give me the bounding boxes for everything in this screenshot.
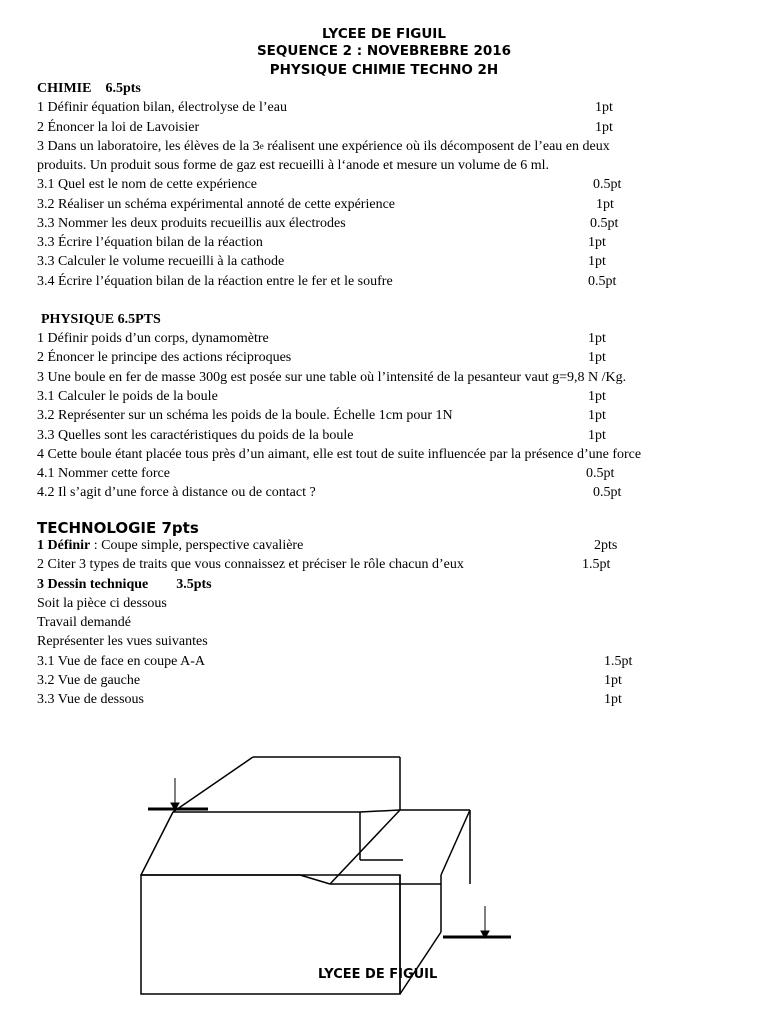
techno-line-representer: Représenter les vues suivantes: [37, 634, 208, 649]
physique-q4-2-points: 0.5pt: [593, 485, 622, 500]
physique-q1-points: 1pt: [588, 331, 606, 346]
chimie-q3-1: 3.1 Quel est le nom de cette expérience: [37, 177, 258, 192]
techno-view-2-points: 1pt: [604, 673, 622, 688]
school-name: LYCEE DE FIGUIL: [322, 26, 446, 42]
chimie-q3-line1: 3 Dans un laboratoire, les élèves de la 3e réalisent une expérience où ils décomposent de l’eau en deux: [37, 139, 610, 154]
physique-q3-1: 3.1 Calculer le poids de la boule: [37, 389, 218, 404]
techno-view-3: 3.3 Vue de dessous: [37, 692, 145, 707]
techno-line-piece: Soit la pièce ci dessous: [37, 596, 167, 611]
chimie-q3-2-points: 1pt: [596, 197, 614, 212]
base-right-bottom-diagonal: [400, 932, 441, 994]
chimie-q3-3b: 3.3 Écrire l’équation bilan de la réaction: [37, 235, 263, 250]
chimie-q3-3a-points: 0.5pt: [590, 216, 619, 231]
chimie-q3-4: 3.4 Écrire l’équation bilan de la réaction entre le fer et le soufre: [37, 274, 393, 289]
chimie-heading: CHIMIE 6.5pts: [37, 81, 141, 96]
chimie-q3-4-points: 0.5pt: [588, 274, 617, 289]
techno-view-2: 3.2 Vue de gauche: [37, 673, 141, 688]
chimie-q1: 1 Définir équation bilan, électrolyse de l’eau: [37, 100, 287, 115]
techno-q3-heading: 3 Dessin technique 3.5pts: [37, 577, 212, 592]
physique-heading: PHYSIQUE 6.5PTS: [41, 312, 161, 327]
base-top-left-edge: [141, 812, 173, 875]
upper-top-left-edge: [173, 757, 253, 812]
sequence-line: SEQUENCE 2 : NOVEBREBRE 2016: [256, 43, 512, 59]
section-arrows: [148, 778, 511, 938]
physique-q2-points: 1pt: [588, 350, 606, 365]
techno-q2: 2 Citer 3 types de traits que vous connaissez et préciser le rôle chacun d’eux: [37, 557, 464, 572]
step-right-diagonal: [441, 810, 470, 875]
physique-q3-3-points: 1pt: [588, 428, 606, 443]
physique-q1: 1 Définir poids d’un corps, dynamomètre: [37, 331, 269, 346]
techno-q1: 1 Définir : Coupe simple, perspective cavalière: [37, 538, 304, 553]
chimie-q2: 2 Énoncer la loi de Lavoisier: [37, 120, 200, 135]
technologie-heading: TECHNOLOGIE 7pts: [37, 519, 199, 537]
techno-view-3-points: 1pt: [604, 692, 622, 707]
chimie-q3-3a: 3.3 Nommer les deux produits recueillis aux électrodes: [37, 216, 346, 231]
footer-school-name: LYCEE DE FIGUIL: [318, 967, 438, 982]
techno-view-1-points: 1.5pt: [604, 654, 633, 669]
chimie-q3-1-points: 0.5pt: [593, 177, 622, 192]
physique-q4: 4 Cette boule étant placée tous près d’un aimant, elle est tout de suite influencée par la présence d’une force: [37, 447, 642, 462]
step-top-diagonal: [330, 810, 400, 884]
chimie-q3-line2: produits. Un produit sous forme de gaz est recueilli à l‘anode et mesure un volume de 6 ml.: [37, 158, 550, 173]
techno-line-travail: Travail demandé: [37, 615, 131, 630]
chimie-q3-2: 3.2 Réaliser un schéma expérimental annoté de cette expérience: [37, 197, 395, 212]
physique-q3-3: 3.3 Quelles sont les caractéristiques du poids de la boule: [37, 428, 354, 443]
chimie-q3-3c-points: 1pt: [588, 254, 606, 269]
physique-q4-1-points: 0.5pt: [586, 466, 615, 481]
physique-q3-2: 3.2 Représenter sur un schéma les poids de la boule. Échelle 1cm pour 1N: [37, 408, 453, 423]
physique-q4-1: 4.1 Nommer cette force: [37, 466, 170, 481]
physique-q3-2-points: 1pt: [588, 408, 606, 423]
subject-line: PHYSIQUE CHIMIE TECHNO 2H: [269, 62, 499, 78]
chimie-q2-points: 1pt: [595, 120, 613, 135]
chimie-q3-3b-points: 1pt: [588, 235, 606, 250]
upper-right-link: [360, 810, 400, 812]
front-step-link: [300, 875, 330, 884]
physique-q3: 3 Une boule en fer de masse 300g est posée sur une table où l’intensité de la pesanteur vaut g=9,8 N /Kg.: [37, 370, 627, 385]
chimie-q1-points: 1pt: [595, 100, 613, 115]
physique-q3-1-points: 1pt: [588, 389, 606, 404]
chimie-q3-3c: 3.3 Calculer le volume recueilli à la cathode: [37, 254, 285, 269]
techno-view-1: 3.1 Vue de face en coupe A-A: [37, 654, 205, 669]
techno-q1-points: 2pts: [594, 538, 618, 553]
techno-q2-points: 1.5pt: [582, 557, 611, 572]
physique-q2: 2 Énoncer le principe des actions réciproques: [37, 350, 292, 365]
physique-q4-2: 4.2 Il s’agit d’une force à distance ou de contact ?: [37, 485, 316, 500]
